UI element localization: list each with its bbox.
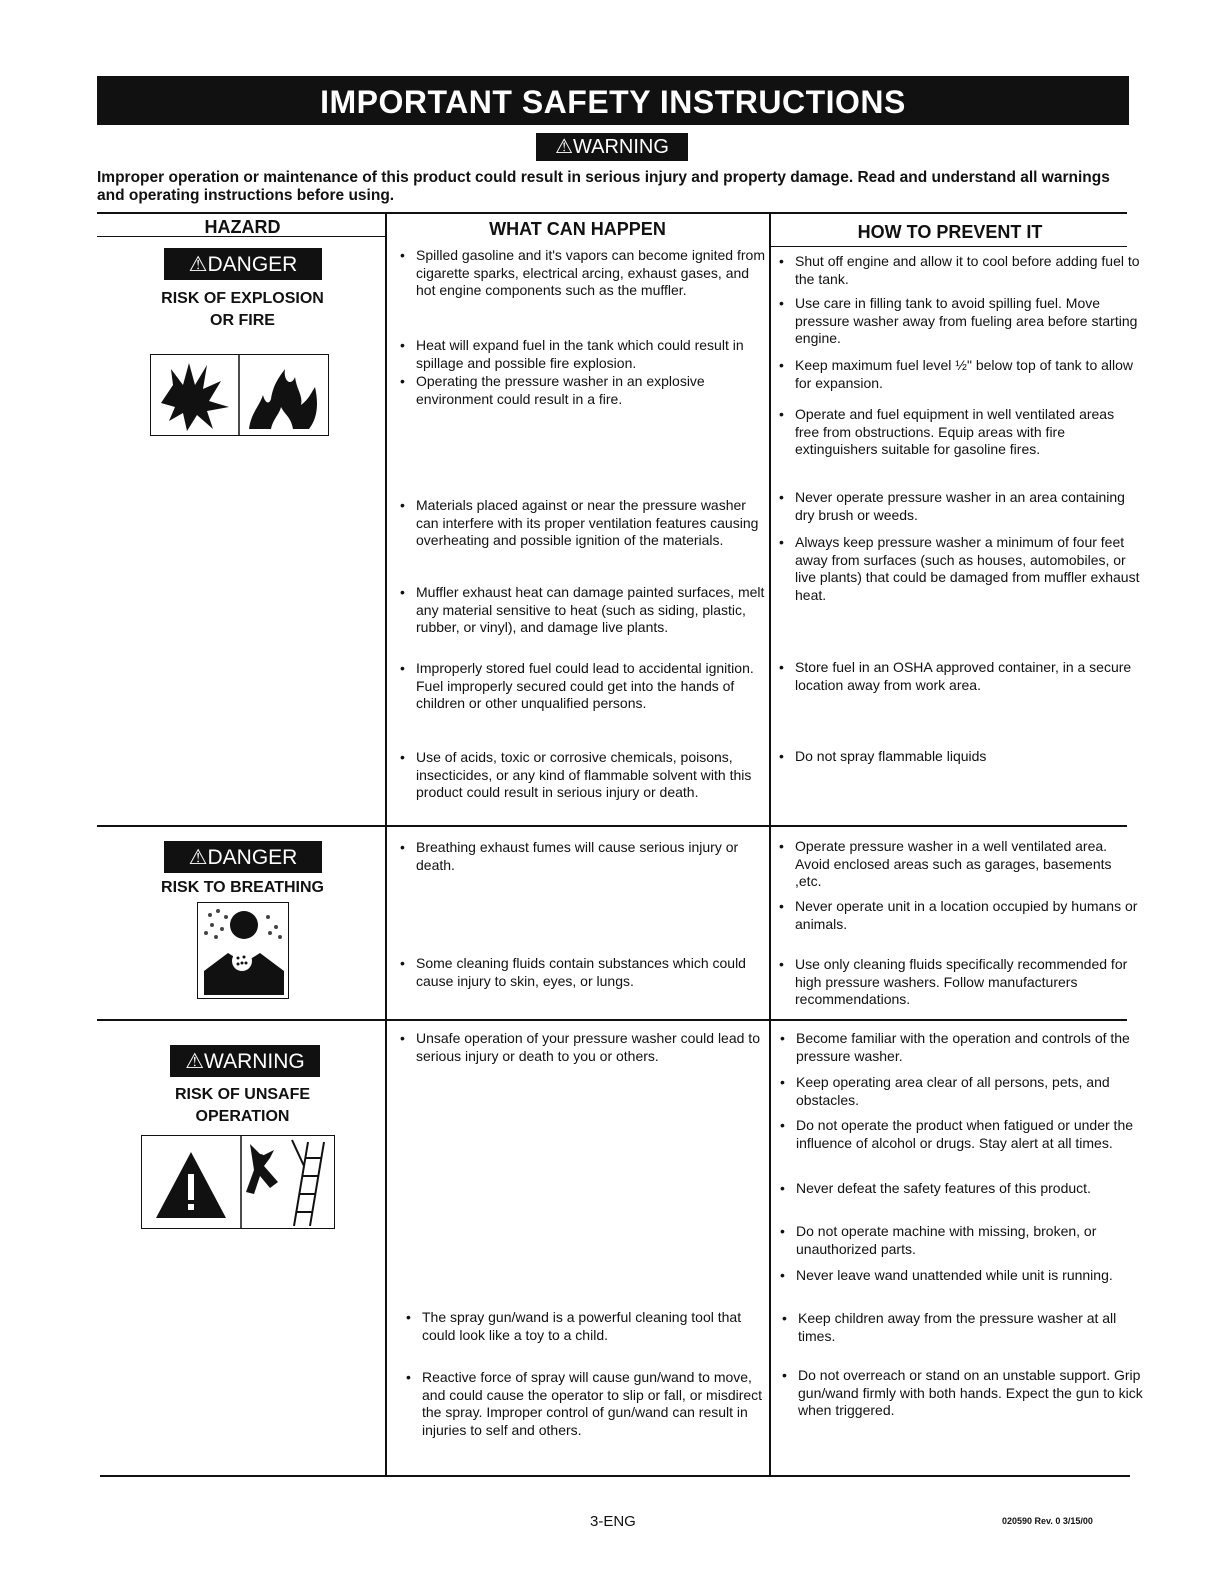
what-item: • The spray gun/wand is a powerful cleaning tool that could look like a toy to a child. xyxy=(404,1309,772,1344)
danger-signal: ⚠DANGER xyxy=(164,248,322,280)
what-item: • Operating the pressure washer in an explosive environment could result in a fire. xyxy=(398,373,766,408)
warning-signal: ⚠WARNING xyxy=(170,1045,320,1077)
how-item: • Keep children away from the pressure washer at all times. xyxy=(780,1310,1143,1345)
how-item: • Never operate pressure washer in an area containing dry brush or weeds. xyxy=(777,489,1140,524)
what-item: • Reactive force of spray will cause gun/wand to move, and could cause the operator to slip or fall, or misdirect the spray. Improper control of gun/wand can result in injuries to self and others. xyxy=(404,1369,772,1439)
how-item: • Never operate unit in a location occupied by humans or animals. xyxy=(777,898,1140,933)
hazard-label xyxy=(120,1084,365,1128)
page-title: IMPORTANT SAFETY INSTRUCTIONS xyxy=(97,76,1129,125)
how-item: • Operate pressure washer in a well ventilated area. Avoid enclosed areas such as garages, basements ,etc. xyxy=(777,838,1140,891)
hazard-label-line: OR FIRE xyxy=(210,312,275,329)
row-divider-2 xyxy=(97,1019,1127,1021)
row-divider-1 xyxy=(97,825,1127,827)
page-number: 3-ENG xyxy=(590,1513,636,1530)
warning-label: ⚠WARNING xyxy=(536,133,688,161)
hazard-label xyxy=(120,877,365,899)
what-item: • Heat will expand fuel in the tank which could result in spillage and possible fire explosion. xyxy=(398,337,766,372)
warning-triangle-icon xyxy=(156,1152,226,1218)
what-item: • Breathing exhaust fumes will cause serious injury or death. xyxy=(398,839,766,874)
column-divider-2 xyxy=(769,214,771,1476)
explosion-fire-pictograms xyxy=(150,354,329,436)
hazard-label-line: RISK OF UNSAFE xyxy=(174,1086,311,1103)
danger-signal: ⚠DANGER xyxy=(164,841,322,873)
fall-hazard-icon xyxy=(246,1140,324,1226)
what-item: • Materials placed against or near the pressure washer can interfere with its proper ventilation features causing overheating and possible ignition of the materials. xyxy=(398,497,766,550)
how-item: • Keep maximum fuel level ½" below top of tank to allow for expansion. xyxy=(777,357,1140,392)
how-item: • Never leave wand unattended while unit is running. xyxy=(778,1267,1141,1285)
header-rule-top xyxy=(97,212,1127,214)
what-item: • Use of acids, toxic or corrosive chemicals, poisons, insecticides, or any kind of flammable solvent with this product could result in serious injury or death. xyxy=(398,749,766,802)
how-item: • Do not operate machine with missing, broken, or unauthorized parts. xyxy=(778,1223,1141,1258)
how-item: • Operate and fuel equipment in well ventilated areas free from obstructions. Equip areas with fire extinguishers suitable for gasoline fires. xyxy=(777,406,1140,459)
what-item: • Some cleaning fluids contain substances which could cause injury to skin, eyes, or lungs. xyxy=(398,955,766,990)
fire-icon xyxy=(249,369,317,429)
hazard-column-header: HAZARD xyxy=(204,217,281,237)
how-item: • Do not operate the product when fatigued or under the influence of alcohol or drugs. Stay alert at all times. xyxy=(778,1117,1141,1152)
document-code: 020590 Rev. 0 3/15/00 xyxy=(1002,1516,1093,1526)
toxic-fumes-icon xyxy=(197,902,289,999)
hazard-label-line: OPERATION xyxy=(195,1108,290,1125)
how-item: • Do not overreach or stand on an unstable support. Grip gun/wand firmly with both hands. Expect the gun to kick when triggered. xyxy=(780,1367,1143,1420)
what-column-header: WHAT CAN HAPPEN xyxy=(489,219,666,239)
what-item: • Unsafe operation of your pressure washer could lead to serious injury or death to you or others. xyxy=(398,1030,766,1065)
how-item: • Use care in filling tank to avoid spilling fuel. Move pressure washer away from fueling area before starting engine. xyxy=(777,295,1140,348)
how-item: • Store fuel in an OSHA approved container, in a secure location away from work area. xyxy=(777,659,1140,694)
what-item: • Spilled gasoline and it's vapors can become ignited from cigarette sparks, electrical arcing, exhaust gases, and hot engine components such as the muffler. xyxy=(398,247,766,300)
hazard-label-line: RISK OF EXPLOSION xyxy=(161,290,324,307)
intro-text: Improper operation or maintenance of this product could result in serious injury and property damage. Read and understand all warnings and operating instructions before using. xyxy=(97,169,1110,204)
column-divider-1 xyxy=(385,214,387,1476)
how-item: • Never defeat the safety features of this product. xyxy=(778,1180,1141,1198)
how-item: • Always keep pressure washer a minimum of four feet away from surfaces (such as houses, automobiles, or live plants) that could be damaged from muffler exhaust heat. xyxy=(777,534,1140,604)
what-item: • Improperly stored fuel could lead to accidental ignition. Fuel improperly secured could get into the hands of children or other unqualified persons. xyxy=(398,660,766,713)
header-rule-right xyxy=(770,246,1127,247)
how-item: • Do not spray flammable liquids xyxy=(777,748,1140,766)
how-column-header: HOW TO PREVENT IT xyxy=(857,222,1043,242)
how-item: • Become familiar with the operation and controls of the pressure washer. xyxy=(778,1030,1141,1065)
unsafe-operation-pictograms xyxy=(141,1135,335,1229)
how-item: • Shut off engine and allow it to cool before adding fuel to the tank. xyxy=(777,253,1140,288)
hazard-label-line: RISK TO BREATHING xyxy=(161,879,324,896)
what-item: • Muffler exhaust heat can damage painted surfaces, melt any material sensitive to heat (such as siding, plastic, rubber, or vinyl), and damage live plants. xyxy=(398,584,766,637)
explosion-icon xyxy=(161,363,229,431)
how-item: • Keep operating area clear of all persons, pets, and obstacles. xyxy=(778,1074,1141,1109)
table-bottom-rule xyxy=(100,1475,1130,1477)
how-item: • Use only cleaning fluids specifically recommended for high pressure washers. Follow manufacturers recommendations. xyxy=(777,956,1140,1009)
hazard-label xyxy=(120,288,365,332)
